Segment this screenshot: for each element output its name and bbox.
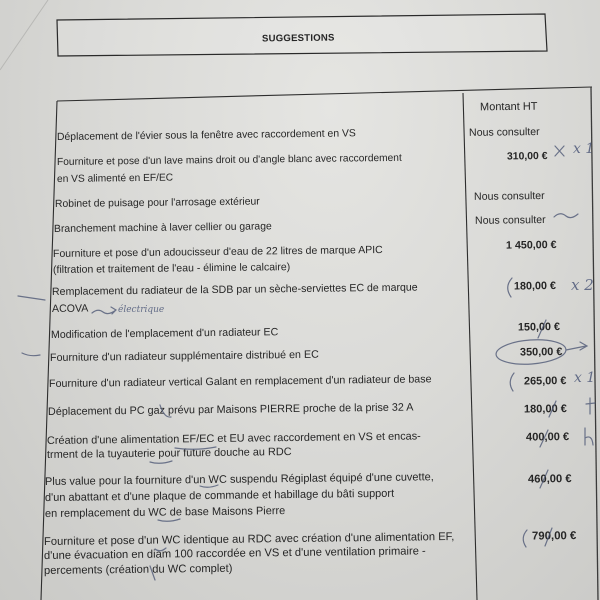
row-amount: 180,00 € [513,280,557,293]
pen-mark [523,530,527,547]
pen-mark [150,461,172,463]
row-description-line: en VS alimenté en EF/EC [56,172,174,185]
pen-mark [510,373,514,391]
row-amount: Nous consulter [474,190,546,203]
row-description-line: Fourniture et pose d'un WC identique au RDC avec création d'une alimentation EF, [43,530,455,548]
page-title: SUGGESTIONS [261,32,335,45]
row-description-line: trment de la tuyauterie pour future douche au RDC [46,446,292,461]
pen-mark [538,320,546,338]
row-description-line: Robinet de puisage pour l'arrosage extérieur [54,196,260,210]
row-description-line: Remplacement du radiateur de la SDB par un sèche-serviettes EC de marque [51,281,418,298]
pen-mark [554,214,578,218]
row-amount: 180,00 € [524,403,568,416]
pen-mark [92,307,116,314]
row-description-line: en remplacement du WC de base Maisons Pierre [44,505,286,520]
handwritten-quantity: x 1 [574,370,596,386]
row-amount: 265,00 € [523,375,567,388]
row-amount: 400,00 € [525,431,570,444]
pen-mark [175,447,216,449]
row-amount: 150,00 € [517,321,561,334]
row-amount: 1 450,00 € [506,239,558,252]
row-description-line: (filtration et traitement de l'eau - élimine le calcaire) [52,261,291,276]
row-description-line: Déplacement de l'évier sous la fenêtre avec raccordement en VS [56,128,356,143]
handwritten-note: électrique [118,305,165,315]
row-amount: 460,00 € [528,473,573,486]
pen-mark [155,548,166,551]
row-description-line: Fourniture d'un radiateur supplémentaire distribué en EC [49,348,319,364]
pen-mark [585,428,593,445]
row-description-line: Branchement machine à laver cellier ou garage [53,221,272,235]
handwritten-quantity: x 1 [573,141,595,157]
row-amount: 790,00 € [531,530,577,543]
row-description-line: Fourniture d'un radiateur vertical Galant en remplacement d'un radiateur de base [48,373,432,390]
handwritten-quantity: x 2 [571,276,594,294]
amount-column-header: Montant HT [479,100,538,114]
pen-mark [540,430,548,447]
pen-mark [158,519,180,521]
row-amount: 310,00 € [506,151,548,163]
row-description-line: ACOVA [51,302,89,315]
row-description-line: Déplacement du PC gaz prévu par Maisons PIERRE proche de la prise 32 A [47,401,414,418]
row-description-line: d'une évacuation en diam 100 raccordée en VS et d'une ventilation primaire - [43,545,426,562]
pen-mark [555,146,564,156]
pen-circle [495,338,567,367]
row-description-line: percements (création du WC complet) [43,562,233,577]
row-description-line: Création d'une alimentation EF/EC et EU avec raccordement en VS et encas- [46,430,421,447]
pen-mark [586,398,595,414]
row-description-line: Modification de l'emplacement d'un radiateur EC [50,326,279,341]
pen-mark [150,566,155,580]
pen-mark [200,485,218,487]
pen-mark [508,278,512,297]
pen-mark [549,401,556,417]
row-description-line: d'un abattant et d'une plaque de commande et habillage du bâti support [44,487,395,504]
row-description-line: Fourniture et pose d'un adoucisseur d'eau de 22 litres de marque APIC [52,243,383,260]
row-amount: Nous consulter [475,214,547,227]
row-amount: Nous consulter [469,126,541,139]
pen-mark [22,353,40,356]
row-description-line: Plus value pour la fourniture d'un WC suspendu Régiplast équipé d'une cuvette, [44,471,434,488]
row-description-line: Fourniture et pose d'un lave mains droit ou d'angle blanc avec raccordement [56,152,402,168]
pen-mark [540,470,548,488]
pen-mark [18,296,45,300]
pen-mark [545,528,552,546]
row-amount: 350,00 € [519,346,563,359]
pen-arrow [566,342,587,350]
pen-mark [160,405,171,417]
